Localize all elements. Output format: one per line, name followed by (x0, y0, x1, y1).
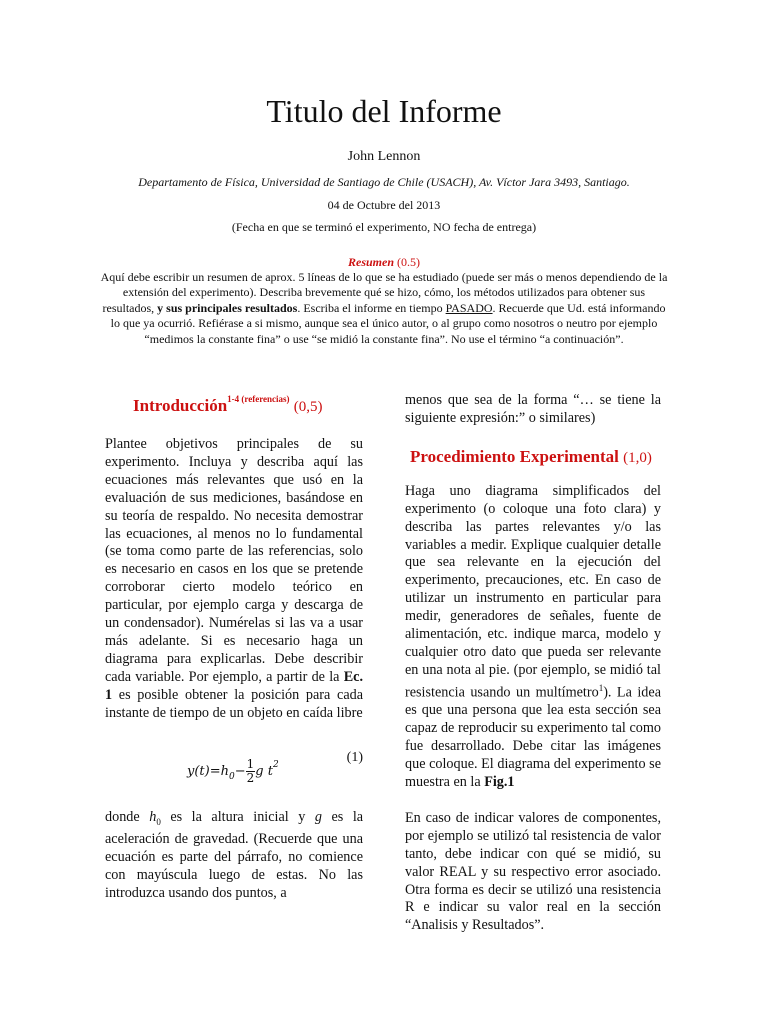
author-name: John Lennon (347, 149, 421, 164)
intro-text-part: Plantee objetivos principales de su experimento. Incluya y describa aquí las ecuaciones más relevantes que usó en la evaluación de sus mediciones, basándose en su teoría de respaldo. No necesita demostrar las ecuaciones, al menos no lo fundamental (se toma como parte de las referencias, solo es necesario en casos en los que se pretende corroborar cierto modelo teórico en particular, por ejemplo carga y descarga de un condensador). Numérelas si las va a usar más adelante. Si es necesario haga un diagrama para explicarlas. Debe describir cada variable. Por ejemplo, a partir de la (105, 436, 363, 685)
symbol-h-sub: 0 (156, 816, 161, 827)
equation-body (187, 757, 279, 787)
procedure-heading-label: Procedimiento Experimental (410, 446, 619, 466)
eq-frac-num: 1 (246, 756, 255, 771)
procedure-paragraph (405, 483, 661, 792)
abstract-text (100, 270, 668, 347)
intro-text-part: es posible obtener la posición para cada instante de tiempo de un objeto en caída libre (105, 686, 363, 721)
abstract-heading (40, 255, 728, 270)
procedure-text-part: ). La idea es que una persona que lea esta sección sea capaz de reproducir su experimento tal como fue desarrollado. Debe citar las imágenes que coloque. El diagrama del experimento se muestra en la (405, 684, 661, 791)
procedure-points: (1,0) (623, 449, 652, 466)
abstract-label: Resumen (347, 255, 394, 269)
eq-sup: 2 (272, 759, 279, 770)
abstract-points: (0.5) (397, 255, 420, 269)
intro-paragraph-2 (105, 809, 363, 904)
intro-heading-label: Introducción (133, 396, 228, 415)
eq-fraction (246, 758, 256, 785)
equation-number: (1) (346, 749, 363, 765)
intro-paragraph (105, 436, 363, 723)
paragraph-gap (405, 792, 661, 810)
intro-heading (133, 388, 363, 418)
procedure-heading (410, 446, 661, 469)
right-column (405, 392, 661, 935)
footnote-marker: 1 (598, 682, 604, 693)
intro-continuation: menos que sea de la forma “… se tiene la siguiente expresión:” o similares) (405, 392, 661, 426)
abstract-underlined-text: PASADO (445, 300, 493, 315)
date-note: (Fecha en que se terminó el experimento, NO fecha de entrega) (231, 220, 537, 234)
equation-1 (105, 735, 363, 795)
procedure-paragraph-2: En caso de indicar valores de componentes, por ejemplo se utilizó tal resistencia de valor tanto, debe indicar con qué se midió, su valor REAL y su respectivo error asociado. Otra forma es decir se utilizó una resistencia R e indicar su valor real en la sección “Analisis y Resultados”. (405, 809, 661, 934)
equation-reference: Ec. 1 (105, 668, 363, 703)
eq-rhs: g t (255, 763, 273, 779)
eq-lhs: y(t)=h (187, 763, 229, 779)
figure-reference: Fig.1 (484, 774, 515, 791)
intro-text-part: donde (105, 808, 140, 825)
intro-text-part: es la altura inicial y (170, 808, 306, 825)
eq-sub: 0 (228, 771, 235, 782)
paper-title: Titulo del Informe (266, 93, 502, 129)
abstract-text-part: . Escriba el informe en tiempo (297, 300, 443, 315)
report-date: 04 de Octubre del 2013 (327, 198, 441, 212)
symbol-h: h (149, 808, 157, 825)
affiliation: Departamento de Física, Universidad de Santiago de Chile (USACH), Av. Víctor Jara 3493, Santiago. (138, 175, 630, 189)
intro-text-part: es la aceleración de gravedad. (Recuerde que una ecuación es parte del párrafo, no comience con mayúscula luego de estas. No las introduzca usando dos puntos, a (105, 808, 363, 902)
abstract-text-part: Aquí debe escribir un resumen de aprox. 5 líneas de lo que se ha estudiado (puede ser más o menos dependiendo de la extensión del experimento). Describa brevemente qué se hizo, cómo, los métodos utilizados para obtener sus resultados, (100, 270, 668, 315)
intro-reference-sup: 1-4 (referencias) (227, 394, 290, 404)
eq-frac-den: 2 (246, 770, 255, 785)
procedure-text-part: Haga uno diagrama simplificados del experimento (o coloque una foto clara) y describa las partes relevantes y/o las variables a medir. Explique cualquier detalle que sea relevante en la ejecución del experimento, precauciones, etc. En caso de utilizar un instrumento en particular para medir, generadores de señales, fuente de alimentación, etc. indique marca, modelo y cualquier otro dato que pueda ser relevante en una nota al pie. (por ejemplo, se midió tal resistencia usando un multímetro (405, 482, 661, 701)
abstract-text-part: . Recuerde que Ud. está informando lo que ya ocurrió. Refiérase a si mismo, aunque sea el único autor, o al grupo como nosotros o neutro por ejemplo “medimos la constante fina” o use “se midió la constante fina”. No use el término “a continuación”. (110, 300, 666, 346)
intro-points: (0,5) (293, 399, 323, 415)
eq-minus: − (234, 763, 246, 779)
left-column (105, 388, 363, 913)
symbol-g: g (314, 808, 322, 825)
abstract-bold-text: y sus principales resultados (157, 300, 298, 315)
